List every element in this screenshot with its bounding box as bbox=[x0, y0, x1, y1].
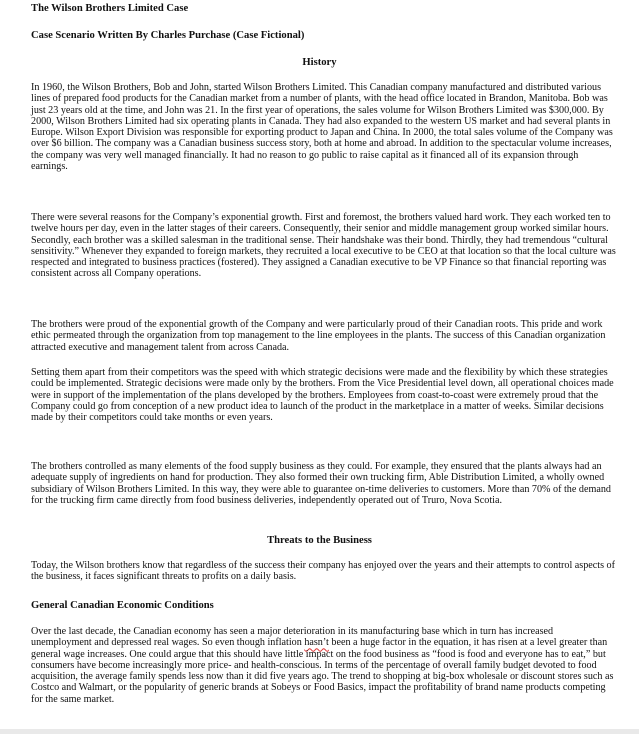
history-paragraph: There were several reasons for the Company’s exponential growth. First and foremost, the brothers valued hard work. They each worked ten to twelve hours per day, even in the latter stages of their careers. Consequently, their senior and middle management group worked similar hours. Secondly, each brother was a skilled salesman in the traditional sense. Their handshake was their bond. Thirdly, they had tremendous “cultural sensitivity.” Whenever they expanded to foreign markets, they recruited a local executive to be CEO at that location so that the local culture was respected and integrated to business practices (fostered). They assigned a Canadian executive to be VP Finance so that financial reporting was consistent across all Company operations. bbox=[31, 212, 616, 280]
history-heading: History bbox=[302, 57, 337, 68]
history-paragraph: In 1960, the Wilson Brothers, Bob and John, started Wilson Brothers Limited. This Canadian company manufactured and distributed various lines of prepared food products for the Canadian market from a number of plants, with the head office located in Brandon, Manitoba. Bob was just 23 years old at the time, and John was 21. In the first year of operations, the sales volume for Wilson Brothers Limited was $300,000. By 2000, Wilson Brothers Limited had six operating plants in Canada. They had also expanded to the western US market and had several plants in Europe. Wilson Export Division was responsible for exporting product to Japan and China. In 2000, the total sales volume of the Company was over $6 billion. The company was a Canadian business success story, both at home and abroad. In addition to the spectacular volume increases, the company was very well managed financially. It had no reason to go public to raise capital as it financed all of its expansion through earnings. bbox=[31, 82, 613, 173]
economic-conditions-paragraph bbox=[31, 626, 616, 705]
document-subtitle: Case Scenario Written By Charles Purchase (Case Fictional) bbox=[31, 30, 305, 41]
spellcheck-flagged-word[interactable]: hasn’t bbox=[304, 637, 329, 649]
history-paragraph: The brothers were proud of the exponential growth of the Company and were particularly proud of their Canadian roots. This pride and work ethic permeated through the organization from top management to the line employees in the plants. The success of this Canadian organization attracted executive and management talent from across Canada. bbox=[31, 319, 606, 353]
history-paragraph: The brothers controlled as many elements of the food supply business as they could. For example, they ensured that the plants always had an adequate supply of ingredients on hand for production. They also formed their own trucking firm, Able Distribution Limited, a wholly owned subsidiary of Wilson Brothers Limited. In this way, they were able to guarantee on-time deliveries to customers. More than 70% of the demand for the trucking firm came directly from food business deliveries, independently operated out of Truro, Nova Scotia. bbox=[31, 461, 611, 506]
paragraph-text-segment: Over the last decade, the Canadian economy has seen a major deterioration in its manufacturing base which in turn has increased unemployment and depressed real wages. So even though inflation bbox=[31, 626, 554, 649]
document-title: The Wilson Brothers Limited Case bbox=[31, 3, 189, 14]
threats-paragraph: Today, the Wilson brothers know that regardless of the success their company has enjoyed over the years and their attempts to control aspects of the business, it faces significant threats to profits on a daily basis. bbox=[31, 560, 615, 583]
paragraph-text-segment: been a huge factor in the equation, it has risen at a level greater than general wage increases. One could argue that this should have little impact on the food business as “food is food and everyone has to eat,” but consumers have become increasingly more price- and health-conscious. In terms of the percentage of overall family budget devoted to food acquisition, the average family spends less now than it did five years ago. The trend to shopping at big-box wholesale or discount stores such as Costco and Walmart, or the popularity of generic brands at Sobeys or Food Basics, impact the profitability of brand name products competing for the same market. bbox=[31, 637, 614, 705]
economic-conditions-heading: General Canadian Economic Conditions bbox=[31, 600, 214, 611]
page-bottom-edge bbox=[0, 729, 639, 734]
history-paragraph: Setting them apart from their competitors was the speed with which strategic decisions were made and the flexibility by which these strategies could be implemented. Strategic decisions were made only by the brothers. From the Vice Presidential level down, all operational choices made were in support of the implementation of the plans developed by the brothers. Employees from coast-to-coast were extremely proud that the Company could go from conception of a new product idea to launch of the product in the marketplace in a matter of weeks. Similar decisions made by their competitors could take months or even years. bbox=[31, 367, 614, 424]
threats-heading: Threats to the Business bbox=[267, 535, 372, 546]
